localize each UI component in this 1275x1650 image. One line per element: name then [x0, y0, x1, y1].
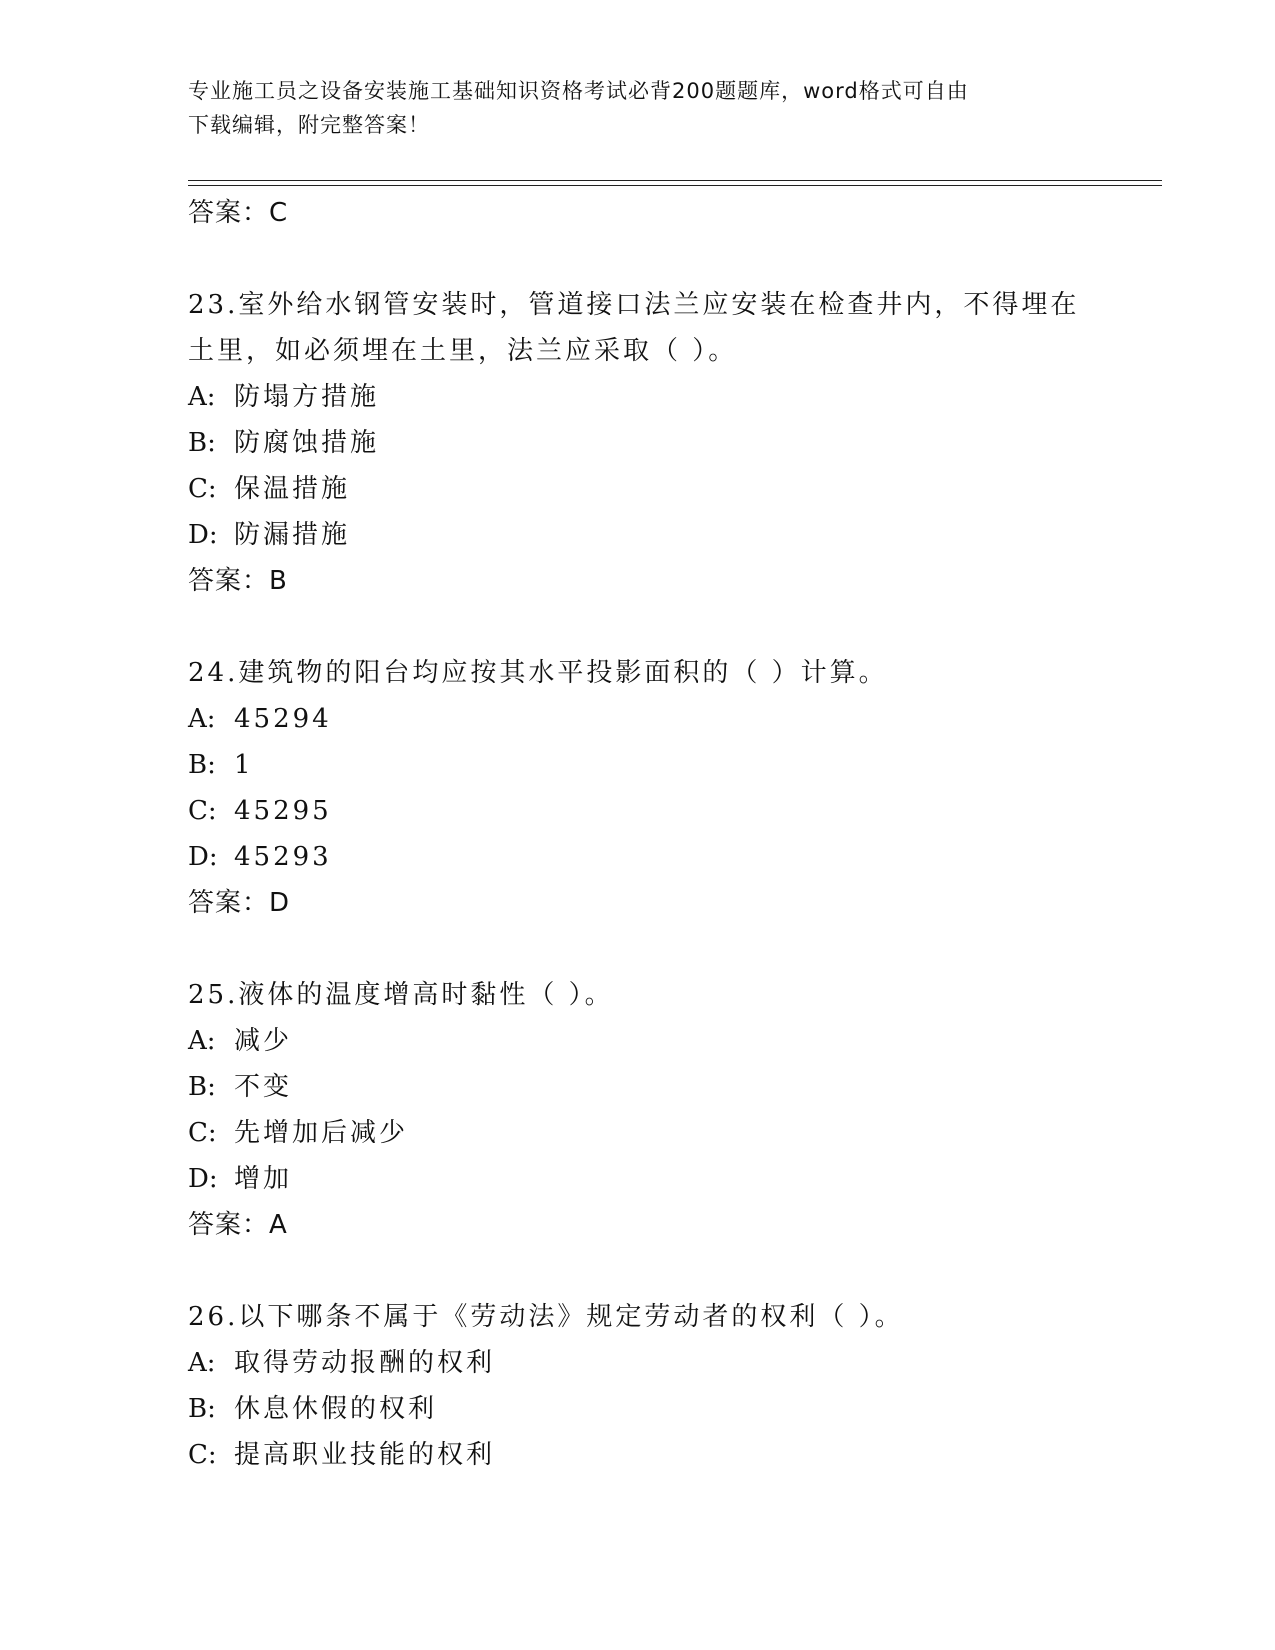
- spacer: [188, 236, 1088, 282]
- question-answer: 答案：D: [188, 888, 291, 918]
- spacer: [188, 926, 1088, 972]
- option-letter: D:: [188, 842, 218, 872]
- question-list: [188, 190, 1088, 1478]
- option-b: [188, 420, 1088, 466]
- option-c: [188, 1432, 1088, 1478]
- option-text: 防腐蚀措施: [234, 428, 380, 458]
- header-divider-top: [188, 180, 1162, 181]
- option-letter: B:: [188, 428, 216, 458]
- option-letter: D:: [188, 520, 218, 550]
- option-text: 先增加后减少: [234, 1118, 409, 1148]
- option-letter: B:: [188, 1394, 216, 1424]
- option-b: [188, 742, 1088, 788]
- option-b: [188, 1386, 1088, 1432]
- question-stem-line-1: 23.室外给水钢管安装时，管道接口法兰应安装在检查井内，不得埋在: [188, 290, 1080, 320]
- option-text: 提高职业技能的权利: [234, 1440, 496, 1470]
- option-text: 不变: [234, 1072, 293, 1102]
- option-letter: A:: [188, 382, 216, 412]
- option-letter: B:: [188, 750, 216, 780]
- option-c: [188, 788, 1088, 834]
- spacer: [188, 1248, 1088, 1294]
- option-text: 防漏措施: [234, 520, 351, 550]
- option-b: [188, 1064, 1088, 1110]
- header-title-line-1: 专业施工员之设备安装施工基础知识资格考试必背200题题库，word格式可自由: [188, 79, 969, 103]
- question-stem-line-2: 土里，如必须埋在土里，法兰应采取（ ）。: [188, 336, 738, 366]
- option-text: 减少: [234, 1026, 293, 1056]
- option-text: 45295: [234, 796, 332, 826]
- option-text: 保温措施: [234, 474, 351, 504]
- option-text: 1: [234, 750, 254, 780]
- option-d: [188, 512, 1088, 558]
- option-a: [188, 1340, 1088, 1386]
- option-letter: C:: [188, 474, 217, 504]
- question-stem-line-1: 25.液体的温度增高时黏性（ ）。: [188, 980, 614, 1010]
- page-header: [188, 74, 1088, 142]
- option-text: 45293: [234, 842, 332, 872]
- option-letter: B:: [188, 1072, 216, 1102]
- spacer: [188, 604, 1088, 650]
- header-title-line-2: 下载编辑，附完整答案！: [188, 113, 430, 137]
- option-letter: A:: [188, 1348, 216, 1378]
- option-text: 休息休假的权利: [234, 1394, 438, 1424]
- option-text: 增加: [234, 1164, 293, 1194]
- question-26: [188, 1294, 1088, 1478]
- option-text: 防塌方措施: [234, 382, 380, 412]
- question-stem-line-1: 26.以下哪条不属于《劳动法》规定劳动者的权利（ ）。: [188, 1302, 904, 1332]
- option-letter: D:: [188, 1164, 218, 1194]
- question-24: [188, 650, 1088, 926]
- option-c: [188, 466, 1088, 512]
- option-c: [188, 1110, 1088, 1156]
- option-a: [188, 696, 1088, 742]
- option-letter: C:: [188, 1118, 217, 1148]
- option-text: 取得劳动报酬的权利: [234, 1348, 496, 1378]
- option-d: [188, 1156, 1088, 1202]
- option-letter: A:: [188, 704, 216, 734]
- question-23: [188, 282, 1088, 604]
- question-stem-line-1: 24.建筑物的阳台均应按其水平投影面积的（ ）计算。: [188, 658, 888, 688]
- option-letter: A:: [188, 1026, 216, 1056]
- option-d: [188, 834, 1088, 880]
- option-text: 45294: [234, 704, 332, 734]
- option-a: [188, 1018, 1088, 1064]
- question-answer: 答案：A: [188, 1210, 288, 1240]
- option-a: [188, 374, 1088, 420]
- option-letter: C:: [188, 1440, 217, 1470]
- option-letter: C:: [188, 796, 217, 826]
- question-25: [188, 972, 1088, 1248]
- question-answer: 答案：B: [188, 566, 288, 596]
- header-divider-bottom: [188, 185, 1162, 186]
- previous-answer: 答案：C: [188, 198, 289, 228]
